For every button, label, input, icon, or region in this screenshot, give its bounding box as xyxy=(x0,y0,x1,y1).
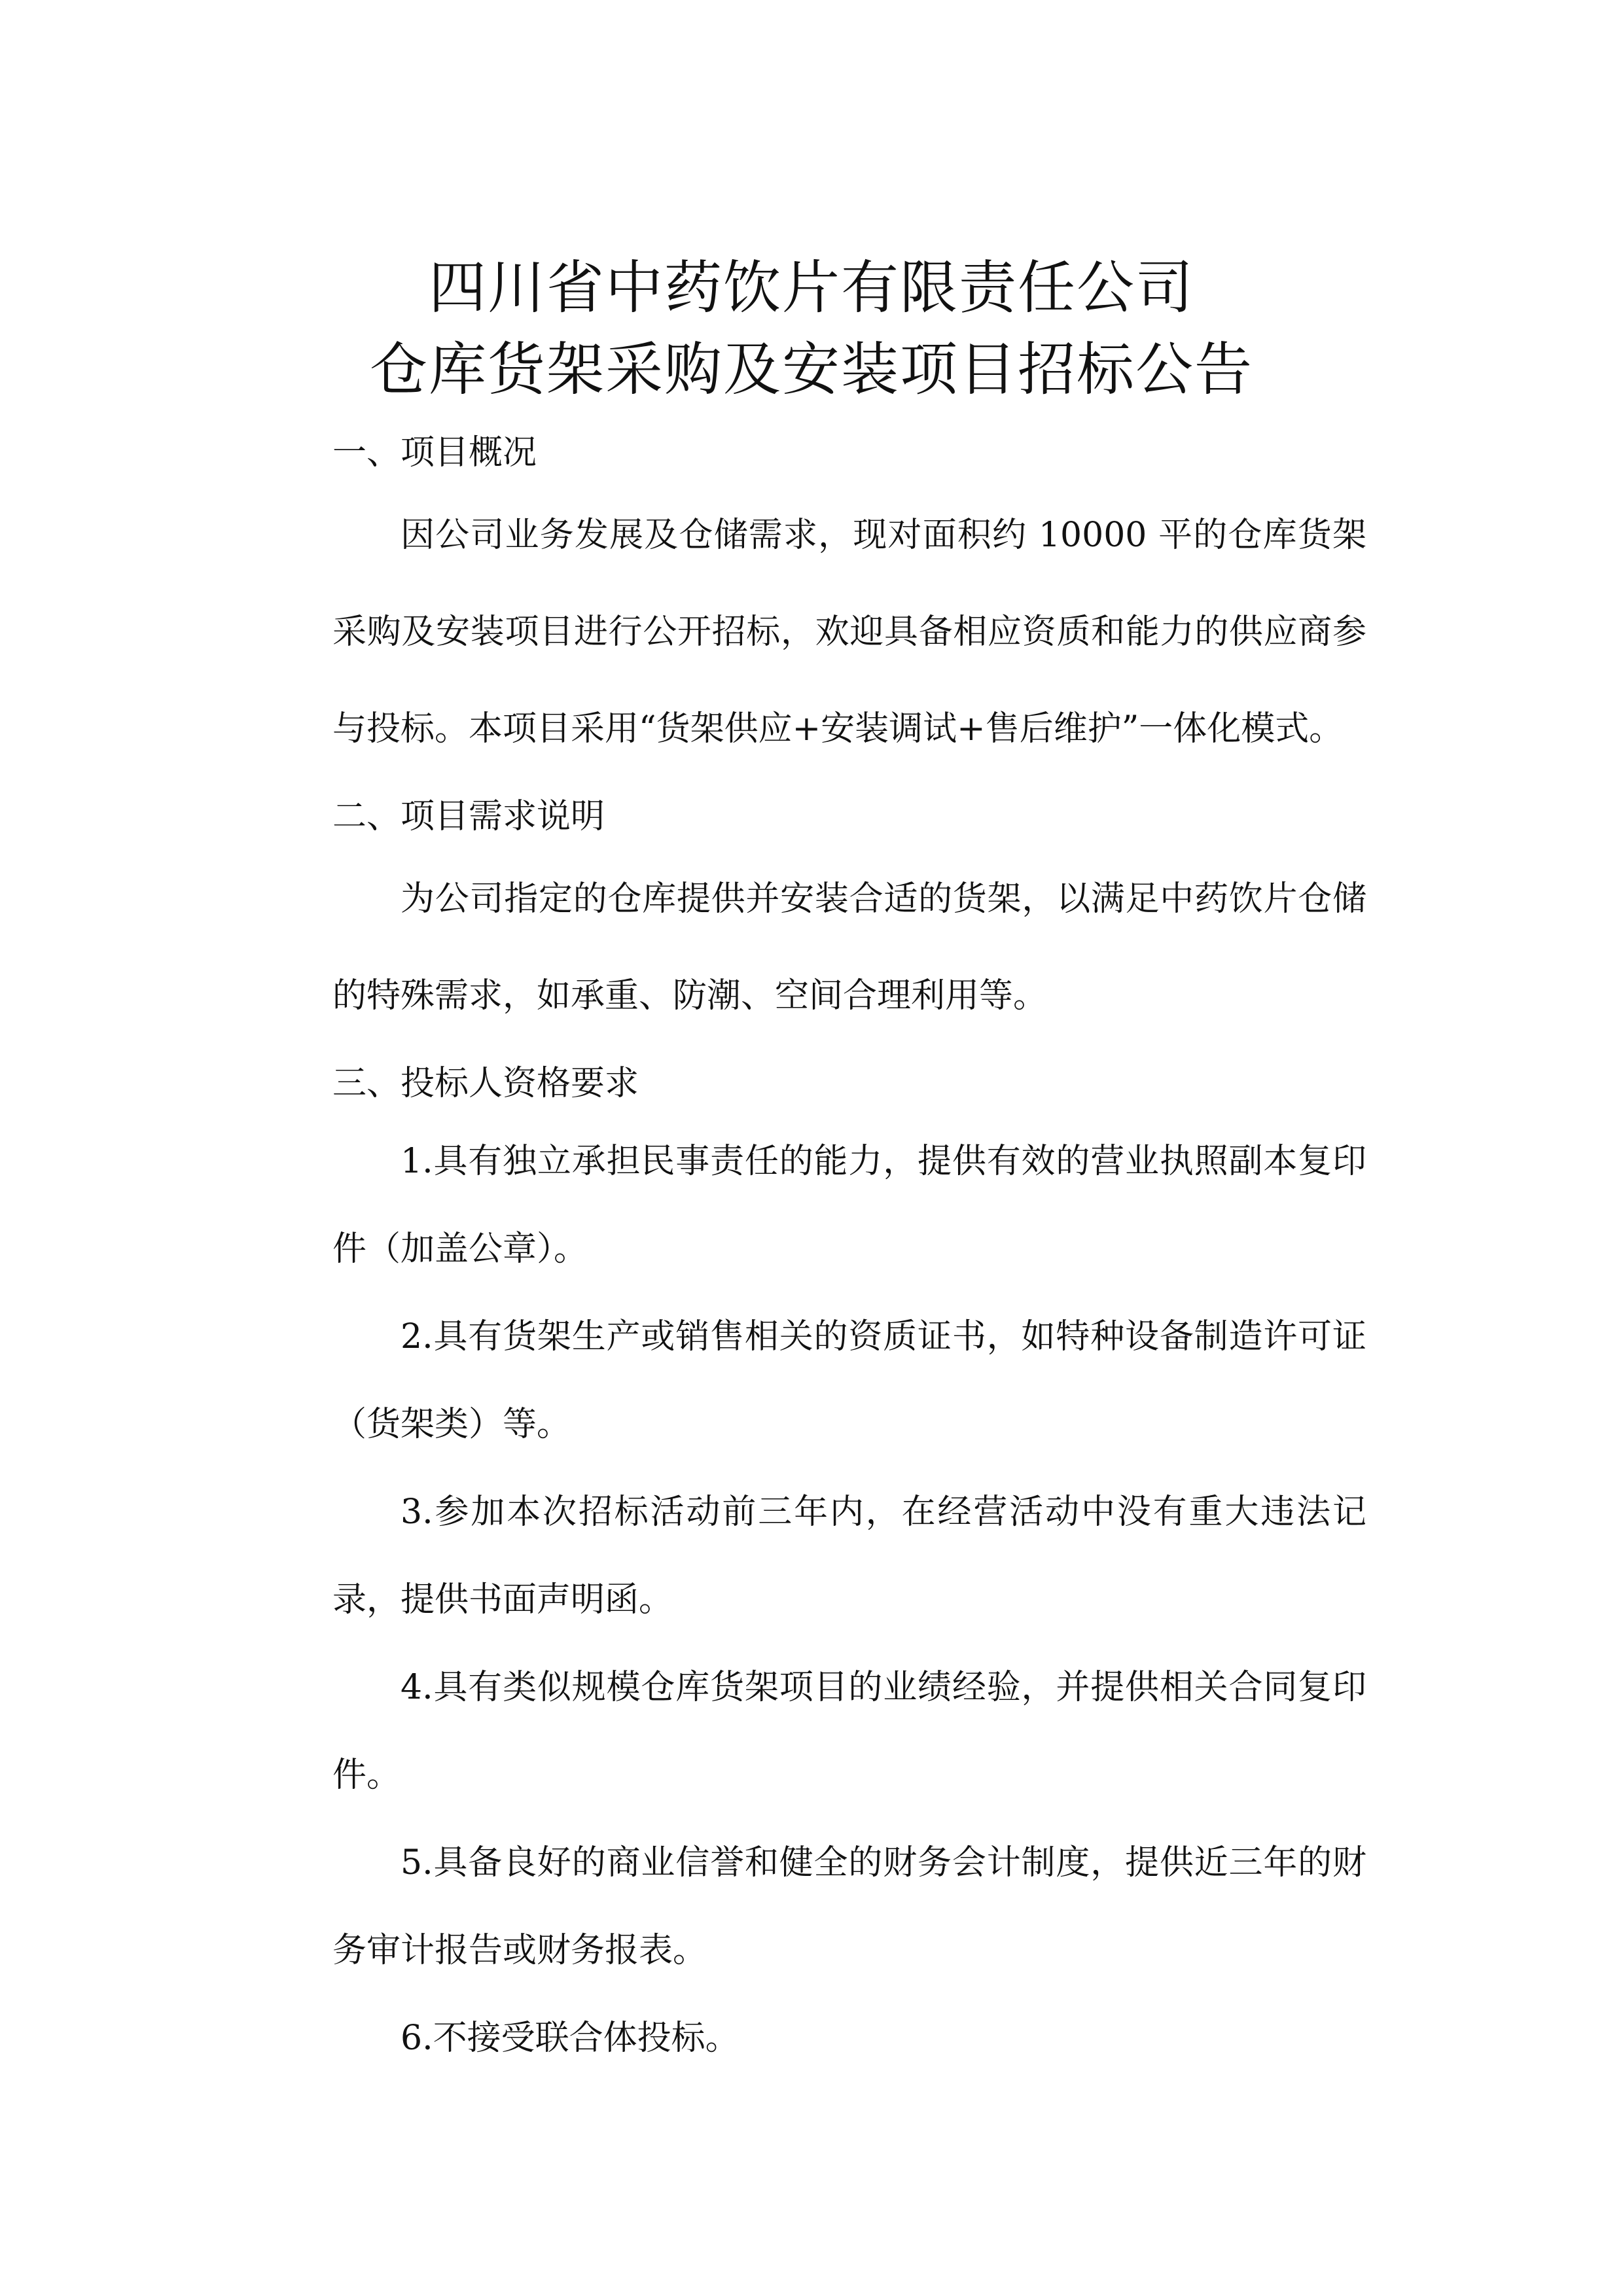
section-heading: 三、投标人资格要求 xyxy=(332,1064,639,1103)
section-paragraph: 因公司业务发展及仓储需求，现对面积约 10000 平的仓库货架采购及安装项目进行公开招标，欢迎具备相应资质和能力的供应商参与投标。本项目采用“货架供应+安装调试+售后维护”一体化模式。 xyxy=(332,516,1366,749)
section-paragraph: 为公司指定的仓库提供并安装合适的货架，以满足中药饮片仓储的特殊需求，如承重、防潮、空间合理利用等。 xyxy=(332,879,1366,1016)
section-heading: 二、项目需求说明 xyxy=(332,797,605,836)
document-title-line-1: 四川省中药饮片有限责任公司 xyxy=(428,254,1194,321)
section-project-overview xyxy=(332,419,1366,777)
qualification-item: 6.不接受联合体投标。 xyxy=(401,2019,740,2058)
qualification-item: 3.参加本次招标活动前三年内，在经营活动中没有重大违法记录，提供书面声明函。 xyxy=(332,1492,1366,1619)
section-project-requirements xyxy=(332,783,1366,1044)
qualification-item: 1.具有独立承担民事责任的能力，提供有效的营业执照副本复印件（加盖公章）。 xyxy=(332,1142,1366,1269)
section-bidder-qualifications xyxy=(332,1050,1366,2082)
qualification-item: 4.具有类似规模仓库货架项目的业绩经验，并提供相关合同复印件。 xyxy=(332,1668,1366,1795)
document-title-line-2: 仓库货架采购及安装项目招标公告 xyxy=(369,336,1253,403)
document-body xyxy=(332,419,1366,2082)
section-heading: 一、项目概况 xyxy=(332,433,537,472)
qualification-item: 2.具有货架生产或销售相关的资质证书，如特种设备制造许可证（货架类）等。 xyxy=(332,1317,1366,1444)
qualification-item: 5.具备良好的商业信誉和健全的财务会计制度，提供近三年的财务审计报告或财务报表。 xyxy=(332,1843,1366,1970)
